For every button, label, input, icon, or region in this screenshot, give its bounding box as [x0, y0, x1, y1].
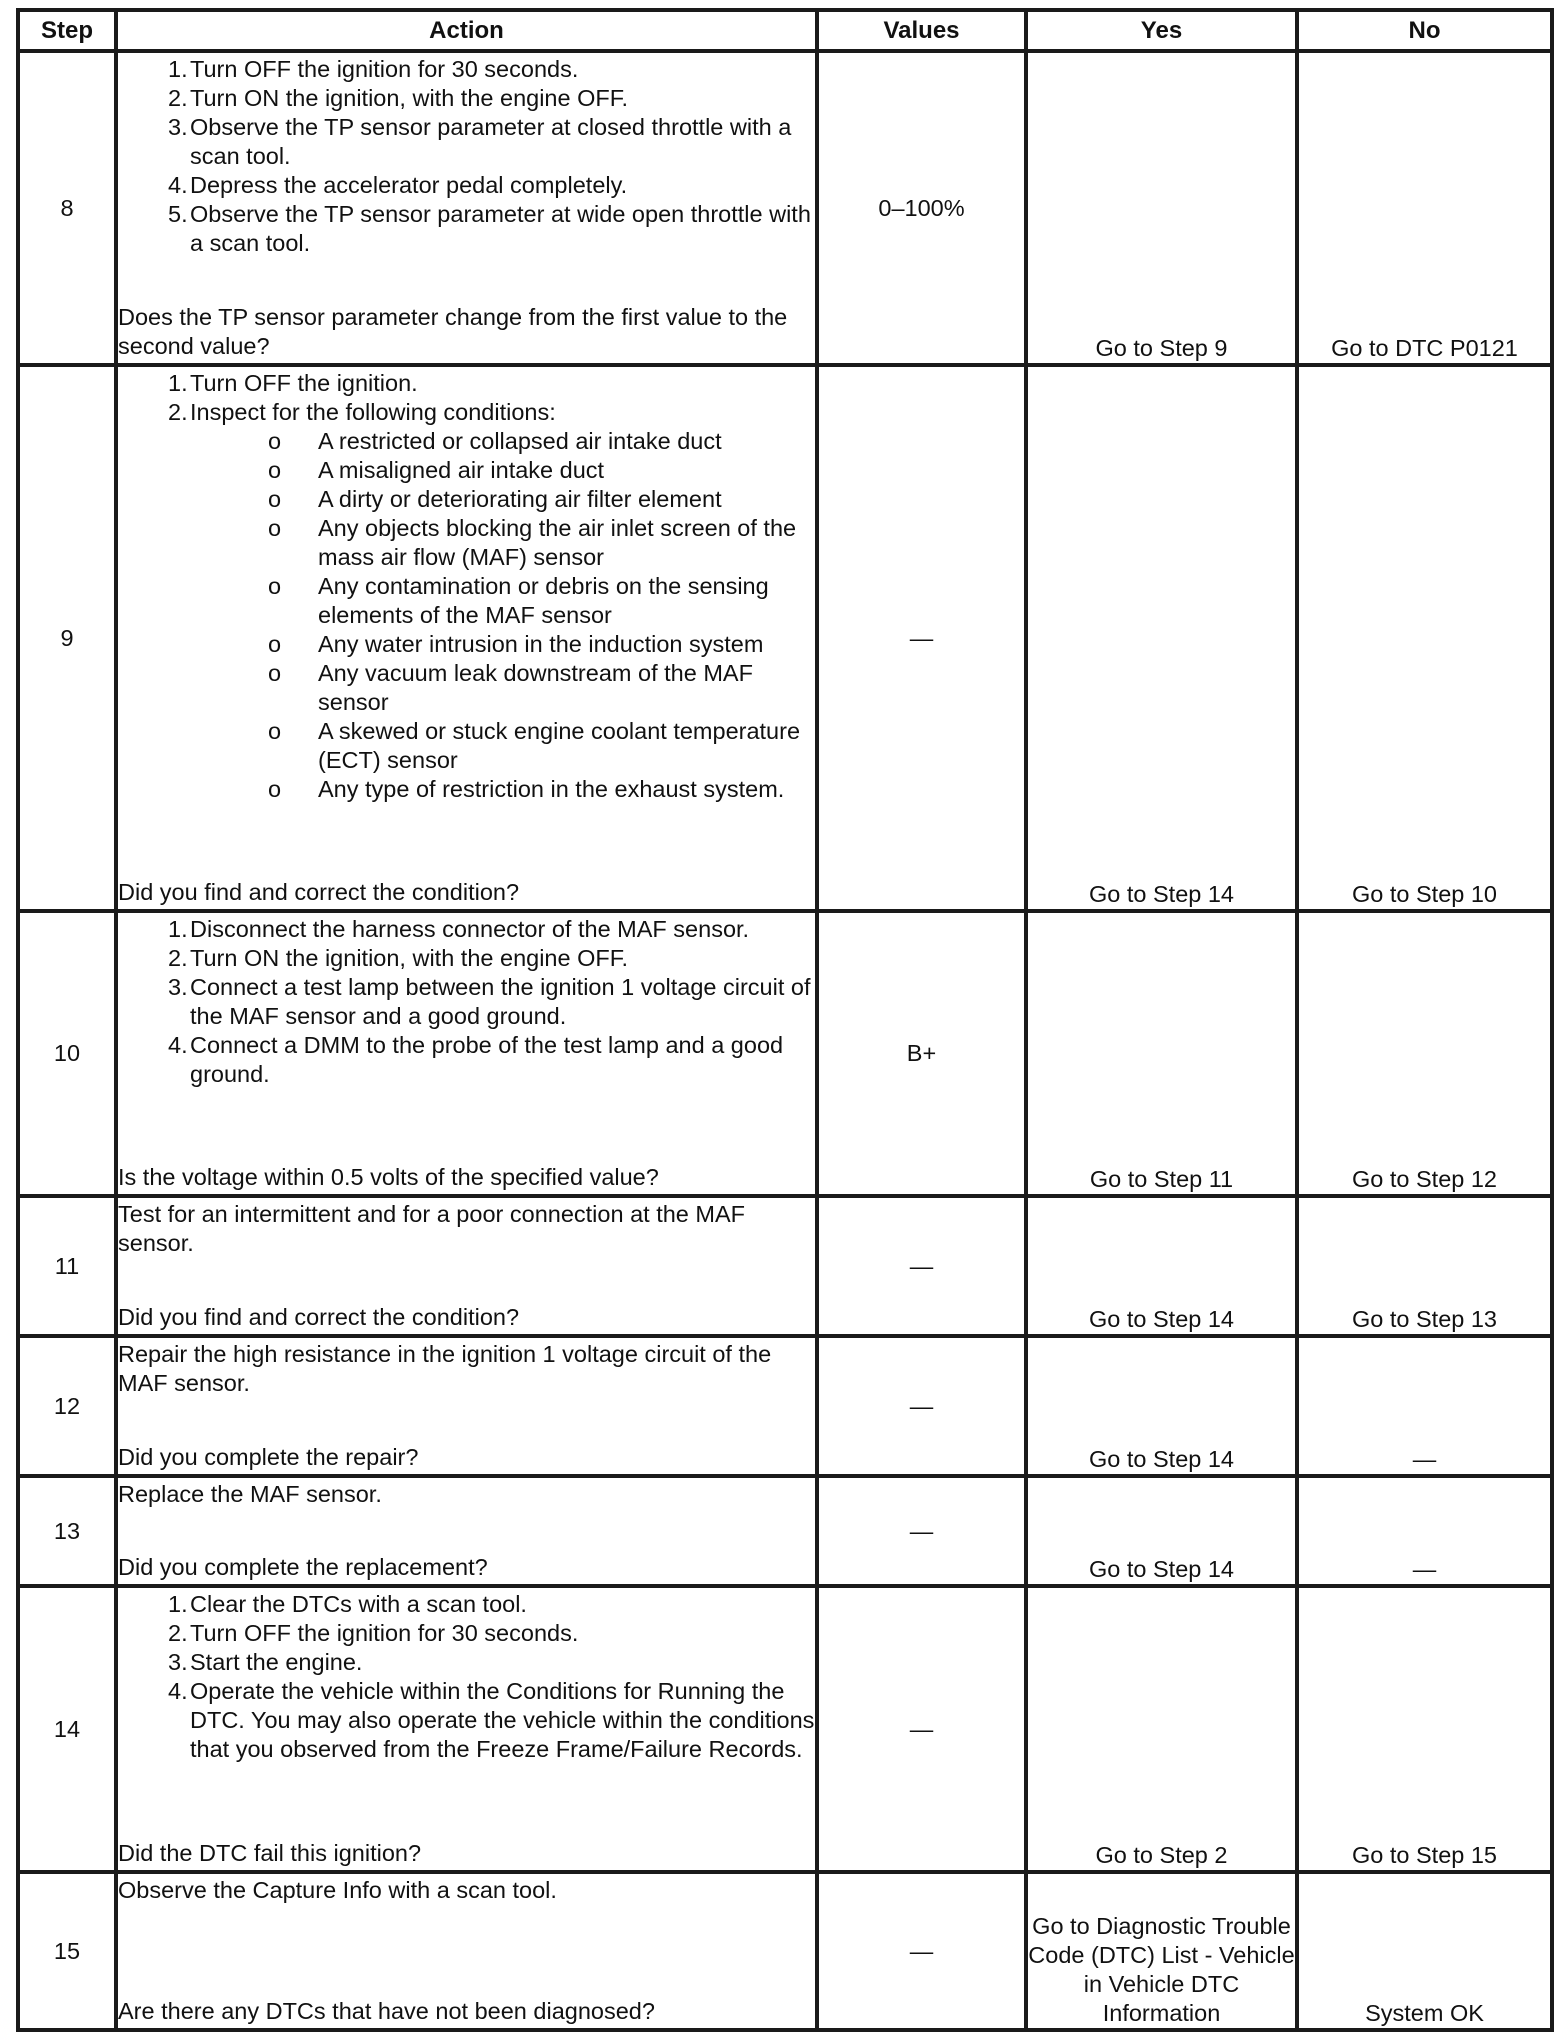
list-item — [118, 1590, 815, 1619]
table-row — [18, 1586, 1552, 1872]
step-text: Turn OFF the ignition. — [190, 370, 418, 396]
condition-text: Any vacuum leak downstream of the MAF sensor — [318, 660, 753, 715]
step-text: Turn ON the ignition, with the engine OFF. — [190, 945, 629, 971]
yes-cell: Go to Step 14 — [1026, 1336, 1297, 1476]
action-question: Does the TP sensor parameter change from the first value to the second value? — [118, 304, 788, 359]
value-cell: — — [817, 1476, 1026, 1586]
value-cell: — — [817, 1872, 1026, 2030]
condition-text: A skewed or stuck engine coolant temperature (ECT) sensor — [318, 718, 801, 773]
step-index: 4. — [168, 172, 188, 198]
step-text: Connect a test lamp between the ignition 1 voltage circuit of the MAF sensor and a good ground. — [190, 974, 811, 1029]
condition-text: Any contamination or debris on the sensing elements of the MAF sensor — [318, 573, 769, 628]
step-text: Observe the TP sensor parameter at closed throttle with a scan tool. — [190, 114, 792, 169]
action-cell — [116, 1586, 817, 1872]
no-cell: Go to Step 10 — [1297, 365, 1552, 911]
step-number: 14 — [18, 1586, 116, 1872]
action-question: Did you complete the replacement? — [118, 1554, 488, 1580]
list-item — [118, 915, 815, 944]
condition-text: Any type of restriction in the exhaust system. — [318, 776, 785, 802]
step-text: Connect a DMM to the probe of the test lamp and a good ground. — [190, 1032, 784, 1087]
step-number: 8 — [18, 51, 116, 365]
no-cell: Go to DTC P0121 — [1297, 51, 1552, 365]
bullet-icon: o — [268, 515, 282, 541]
list-item — [118, 1677, 815, 1764]
step-index: 2. — [168, 85, 188, 111]
yes-cell: Go to Step 14 — [1026, 365, 1297, 911]
list-item — [268, 717, 815, 775]
step-index: 4. — [168, 1678, 188, 1704]
bullet-icon: o — [268, 776, 282, 802]
value-cell: — — [817, 1336, 1026, 1476]
action-steps — [118, 369, 815, 427]
step-index: 2. — [168, 1620, 188, 1646]
step-number: 10 — [18, 911, 116, 1196]
condition-text: Any water intrusion in the induction system — [318, 631, 764, 657]
list-item — [268, 427, 815, 456]
list-item — [118, 1619, 815, 1648]
table-row — [18, 1476, 1552, 1586]
condition-text: A restricted or collapsed air intake duct — [318, 428, 722, 454]
step-text: Observe the TP sensor parameter at wide open throttle with a scan tool. — [190, 201, 811, 256]
header-step: Step — [18, 10, 116, 51]
step-number: 9 — [18, 365, 116, 911]
header-row — [18, 10, 1552, 51]
list-item — [118, 113, 815, 171]
bullet-icon: o — [268, 457, 282, 483]
no-cell: — — [1297, 1476, 1552, 1586]
yes-cell: Go to Step 11 — [1026, 911, 1297, 1196]
diagnostic-table — [16, 8, 1554, 2032]
list-item — [268, 485, 815, 514]
action-question: Is the voltage within 0.5 volts of the specified value? — [118, 1164, 659, 1190]
step-index: 3. — [168, 114, 188, 140]
list-item — [118, 369, 815, 398]
action-question: Did you find and correct the condition? — [118, 879, 520, 905]
action-question: Did you find and correct the condition? — [118, 1304, 520, 1330]
step-text: Inspect for the following conditions: — [190, 399, 556, 425]
condition-text: Any objects blocking the air inlet screen of the mass air flow (MAF) sensor — [318, 515, 797, 570]
bullet-icon: o — [268, 718, 282, 744]
step-number: 12 — [18, 1336, 116, 1476]
header-action: Action — [116, 10, 817, 51]
no-cell: System OK — [1297, 1872, 1552, 2030]
action-question: Are there any DTCs that have not been diagnosed? — [118, 1998, 655, 2024]
bullet-icon: o — [268, 486, 282, 512]
no-cell: Go to Step 13 — [1297, 1196, 1552, 1336]
bullet-icon: o — [268, 631, 282, 657]
list-item — [268, 572, 815, 630]
table-row — [18, 1336, 1552, 1476]
action-question: Did you complete the repair? — [118, 1444, 419, 1470]
step-text: Turn ON the ignition, with the engine OFF. — [190, 85, 629, 111]
list-item — [118, 171, 815, 200]
yes-cell: Go to Step 14 — [1026, 1196, 1297, 1336]
action-steps — [118, 1590, 815, 1764]
header-yes: Yes — [1026, 10, 1297, 51]
step-index: 3. — [168, 974, 188, 1000]
step-text: Operate the vehicle within the Conditions for Running the DTC. You may also operate the vehicle within the conditions that you observed from the Freeze Frame/Failure Records. — [190, 1678, 815, 1762]
action-text: Observe the Capture Info with a scan tool. — [118, 1877, 557, 1903]
step-text: Start the engine. — [190, 1649, 363, 1675]
header-no: No — [1297, 10, 1552, 51]
table-row — [18, 51, 1552, 365]
step-index: 1. — [168, 1591, 188, 1617]
table-row — [18, 1872, 1552, 2030]
header-values: Values — [817, 10, 1026, 51]
bullet-icon: o — [268, 660, 282, 686]
step-index: 5. — [168, 201, 188, 227]
yes-cell: Go to Step 9 — [1026, 51, 1297, 365]
condition-text: A dirty or deteriorating air filter element — [318, 486, 722, 512]
action-cell — [116, 1336, 817, 1476]
step-index: 1. — [168, 56, 188, 82]
action-text: Repair the high resistance in the ignition 1 voltage circuit of the MAF sensor. — [118, 1341, 772, 1396]
step-number: 15 — [18, 1872, 116, 2030]
yes-cell: Go to Step 14 — [1026, 1476, 1297, 1586]
list-item — [118, 944, 815, 973]
condition-text: A misaligned air intake duct — [318, 457, 605, 483]
action-cell — [116, 911, 817, 1196]
list-item — [118, 1648, 815, 1677]
list-item — [268, 514, 815, 572]
value-cell: — — [817, 1586, 1026, 1872]
step-index: 4. — [168, 1032, 188, 1058]
action-question: Did the DTC fail this ignition? — [118, 1840, 422, 1866]
list-item — [268, 456, 815, 485]
value-cell: B+ — [817, 911, 1026, 1196]
step-number: 11 — [18, 1196, 116, 1336]
list-item — [118, 1031, 815, 1089]
step-text: Turn OFF the ignition for 30 seconds. — [190, 56, 579, 82]
step-index: 1. — [168, 370, 188, 396]
step-index: 3. — [168, 1649, 188, 1675]
step-text: Clear the DTCs with a scan tool. — [190, 1591, 527, 1617]
table-row — [18, 1196, 1552, 1336]
yes-cell: Go to Step 2 — [1026, 1586, 1297, 1872]
list-item — [118, 973, 815, 1031]
action-steps — [118, 55, 815, 258]
list-item — [118, 84, 815, 113]
value-cell: — — [817, 365, 1026, 911]
action-cell — [116, 1872, 817, 2030]
list-item — [268, 630, 815, 659]
step-index: 2. — [168, 945, 188, 971]
action-text: Replace the MAF sensor. — [118, 1481, 382, 1507]
list-item — [268, 775, 815, 804]
value-cell: 0–100% — [817, 51, 1026, 365]
action-steps — [118, 915, 815, 1089]
no-cell: Go to Step 15 — [1297, 1586, 1552, 1872]
yes-cell: Go to Diagnostic Trouble Code (DTC) List - Vehicle in Vehicle DTC Information — [1026, 1872, 1297, 2030]
step-number: 13 — [18, 1476, 116, 1586]
bullet-icon: o — [268, 428, 282, 454]
list-item — [118, 200, 815, 258]
table-row — [18, 911, 1552, 1196]
condition-list — [118, 427, 815, 804]
step-index: 1. — [168, 916, 188, 942]
action-cell — [116, 51, 817, 365]
action-cell — [116, 1476, 817, 1586]
value-cell: — — [817, 1196, 1026, 1336]
step-text: Disconnect the harness connector of the MAF sensor. — [190, 916, 750, 942]
step-text: Depress the accelerator pedal completely. — [190, 172, 628, 198]
bullet-icon: o — [268, 573, 282, 599]
table-row — [18, 365, 1552, 911]
action-text: Test for an intermittent and for a poor connection at the MAF sensor. — [118, 1201, 745, 1256]
action-cell — [116, 365, 817, 911]
action-cell — [116, 1196, 817, 1336]
list-item — [118, 55, 815, 84]
list-item — [118, 398, 815, 427]
step-index: 2. — [168, 399, 188, 425]
step-text: Turn OFF the ignition for 30 seconds. — [190, 1620, 579, 1646]
list-item — [268, 659, 815, 717]
no-cell: Go to Step 12 — [1297, 911, 1552, 1196]
no-cell: — — [1297, 1336, 1552, 1476]
